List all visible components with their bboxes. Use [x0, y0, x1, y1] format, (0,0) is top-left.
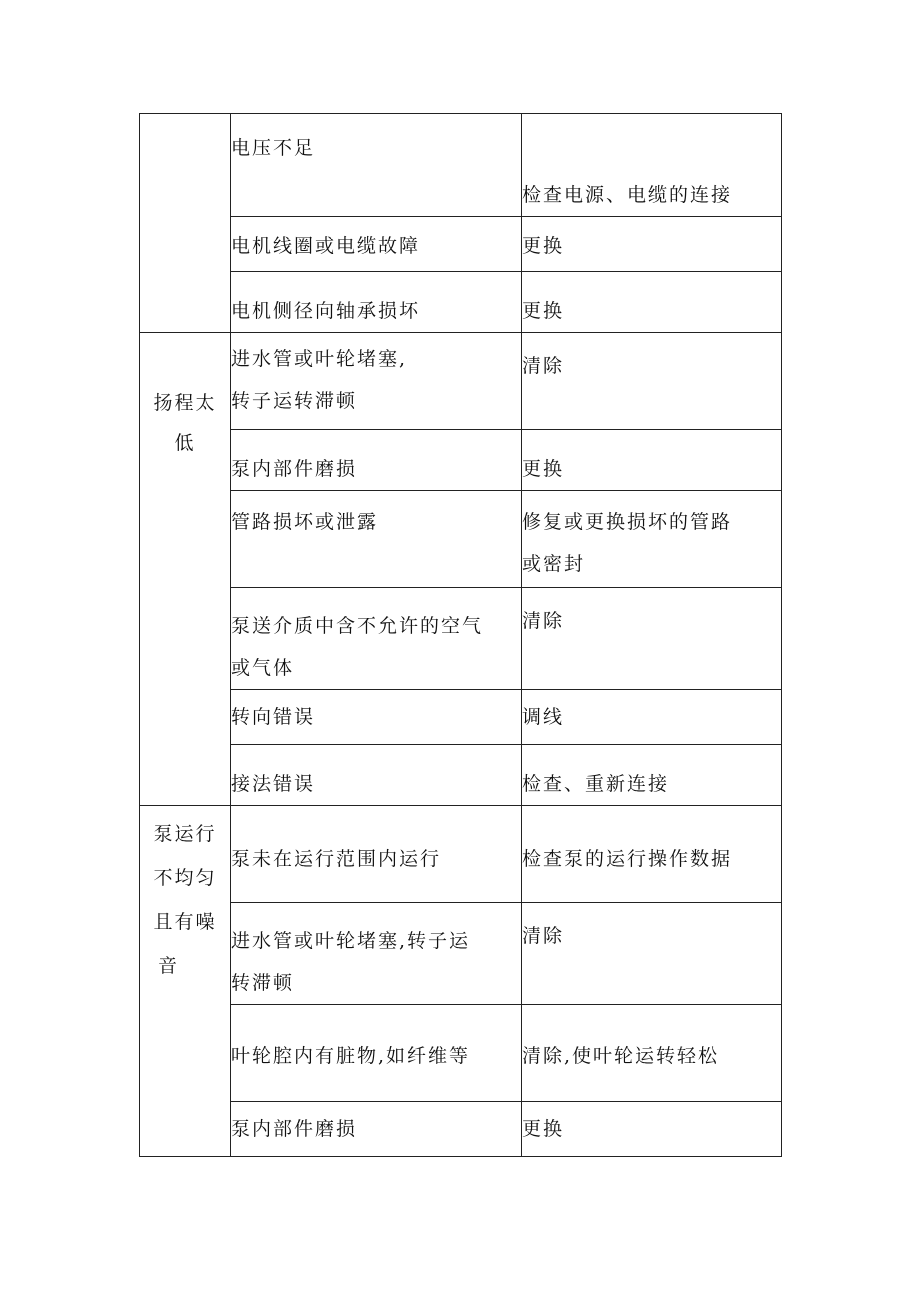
- cause-text: 转滞顿: [231, 972, 295, 994]
- remedy-text: 更换: [522, 1118, 565, 1140]
- remedy-text: 更换: [522, 458, 565, 480]
- cause-text: 泵内部件磨损: [231, 1118, 358, 1140]
- cause-text: 管路损坏或泄露: [231, 511, 379, 533]
- table-row: [140, 217, 782, 272]
- cause-cell: [231, 903, 522, 1005]
- cause-text: 泵未在运行范围内运行: [231, 848, 442, 870]
- cause-cell: [231, 272, 522, 333]
- remedy-cell: [522, 690, 782, 745]
- cause-cell: [231, 217, 522, 272]
- cause-cell: [231, 430, 522, 491]
- cause-cell: [231, 690, 522, 745]
- table-row: [140, 333, 782, 430]
- remedy-cell: [522, 745, 782, 806]
- remedy-cell: [522, 272, 782, 333]
- cause-text: 进水管或叶轮堵塞,: [231, 348, 408, 370]
- table-row: [140, 1005, 782, 1102]
- remedy-cell: [522, 1005, 782, 1102]
- category-line: 扬程太: [153, 392, 217, 414]
- remedy-cell: [522, 333, 782, 430]
- table-row: [140, 903, 782, 1005]
- remedy-cell: [522, 114, 782, 217]
- category-line: 泵运行: [153, 823, 217, 845]
- cause-text: 泵送介质中含不允许的空气: [231, 615, 484, 637]
- remedy-text: 清除,使叶轮运转轻松: [522, 1045, 720, 1067]
- cause-text: 进水管或叶轮堵塞,转子运: [231, 930, 471, 952]
- remedy-text: 检查、重新连接: [522, 773, 670, 795]
- troubleshooting-table: [139, 113, 782, 1157]
- remedy-cell: [522, 588, 782, 690]
- category-cell: [140, 333, 231, 806]
- cause-text: 叶轮腔内有脏物,如纤维等: [231, 1045, 471, 1067]
- remedy-text: 检查电源、电缆的连接: [522, 184, 733, 206]
- remedy-text: 修复或更换损坏的管路: [522, 511, 733, 533]
- cause-text: 或气体: [231, 657, 295, 679]
- remedy-cell: [522, 217, 782, 272]
- cause-text: 电机侧径向轴承损坏: [231, 300, 421, 322]
- cause-cell: [231, 333, 522, 430]
- table-row: [140, 114, 782, 217]
- remedy-text: 更换: [522, 235, 565, 257]
- remedy-text: 检查泵的运行操作数据: [522, 848, 733, 870]
- cause-text: 转子运转滞顿: [231, 390, 358, 412]
- remedy-cell: [522, 903, 782, 1005]
- table-row: [140, 690, 782, 745]
- category-line: 且有噪: [153, 911, 217, 933]
- category-cell: [140, 114, 231, 333]
- remedy-text: 或密封: [522, 553, 586, 575]
- remedy-text: 更换: [522, 300, 565, 322]
- category-line: 低: [174, 432, 196, 454]
- table-row: [140, 1102, 782, 1157]
- cause-cell: [231, 1102, 522, 1157]
- table-row: [140, 745, 782, 806]
- remedy-cell: [522, 806, 782, 903]
- table-row: [140, 588, 782, 690]
- cause-cell: [231, 806, 522, 903]
- remedy-text: 调线: [522, 706, 565, 728]
- cause-cell: [231, 491, 522, 588]
- remedy-text: 清除: [522, 925, 565, 947]
- remedy-text: 清除: [522, 610, 565, 632]
- category-line: 不均匀: [153, 867, 217, 889]
- cause-text: 电机线圈或电缆故障: [231, 235, 421, 257]
- remedy-cell: [522, 491, 782, 588]
- cause-cell: [231, 588, 522, 690]
- table-row: [140, 491, 782, 588]
- remedy-cell: [522, 430, 782, 491]
- table-row: [140, 272, 782, 333]
- remedy-text: 清除: [522, 355, 565, 377]
- cause-text: 电压不足: [231, 137, 316, 159]
- cause-text: 泵内部件磨损: [231, 458, 358, 480]
- table-row: [140, 806, 782, 903]
- cause-text: 转向错误: [231, 706, 316, 728]
- category-cell: [140, 806, 231, 1157]
- cause-cell: [231, 114, 522, 217]
- cause-cell: [231, 1005, 522, 1102]
- remedy-cell: [522, 1102, 782, 1157]
- table-row: [140, 430, 782, 491]
- category-line: 音: [158, 955, 180, 977]
- cause-text: 接法错误: [231, 773, 316, 795]
- cause-cell: [231, 745, 522, 806]
